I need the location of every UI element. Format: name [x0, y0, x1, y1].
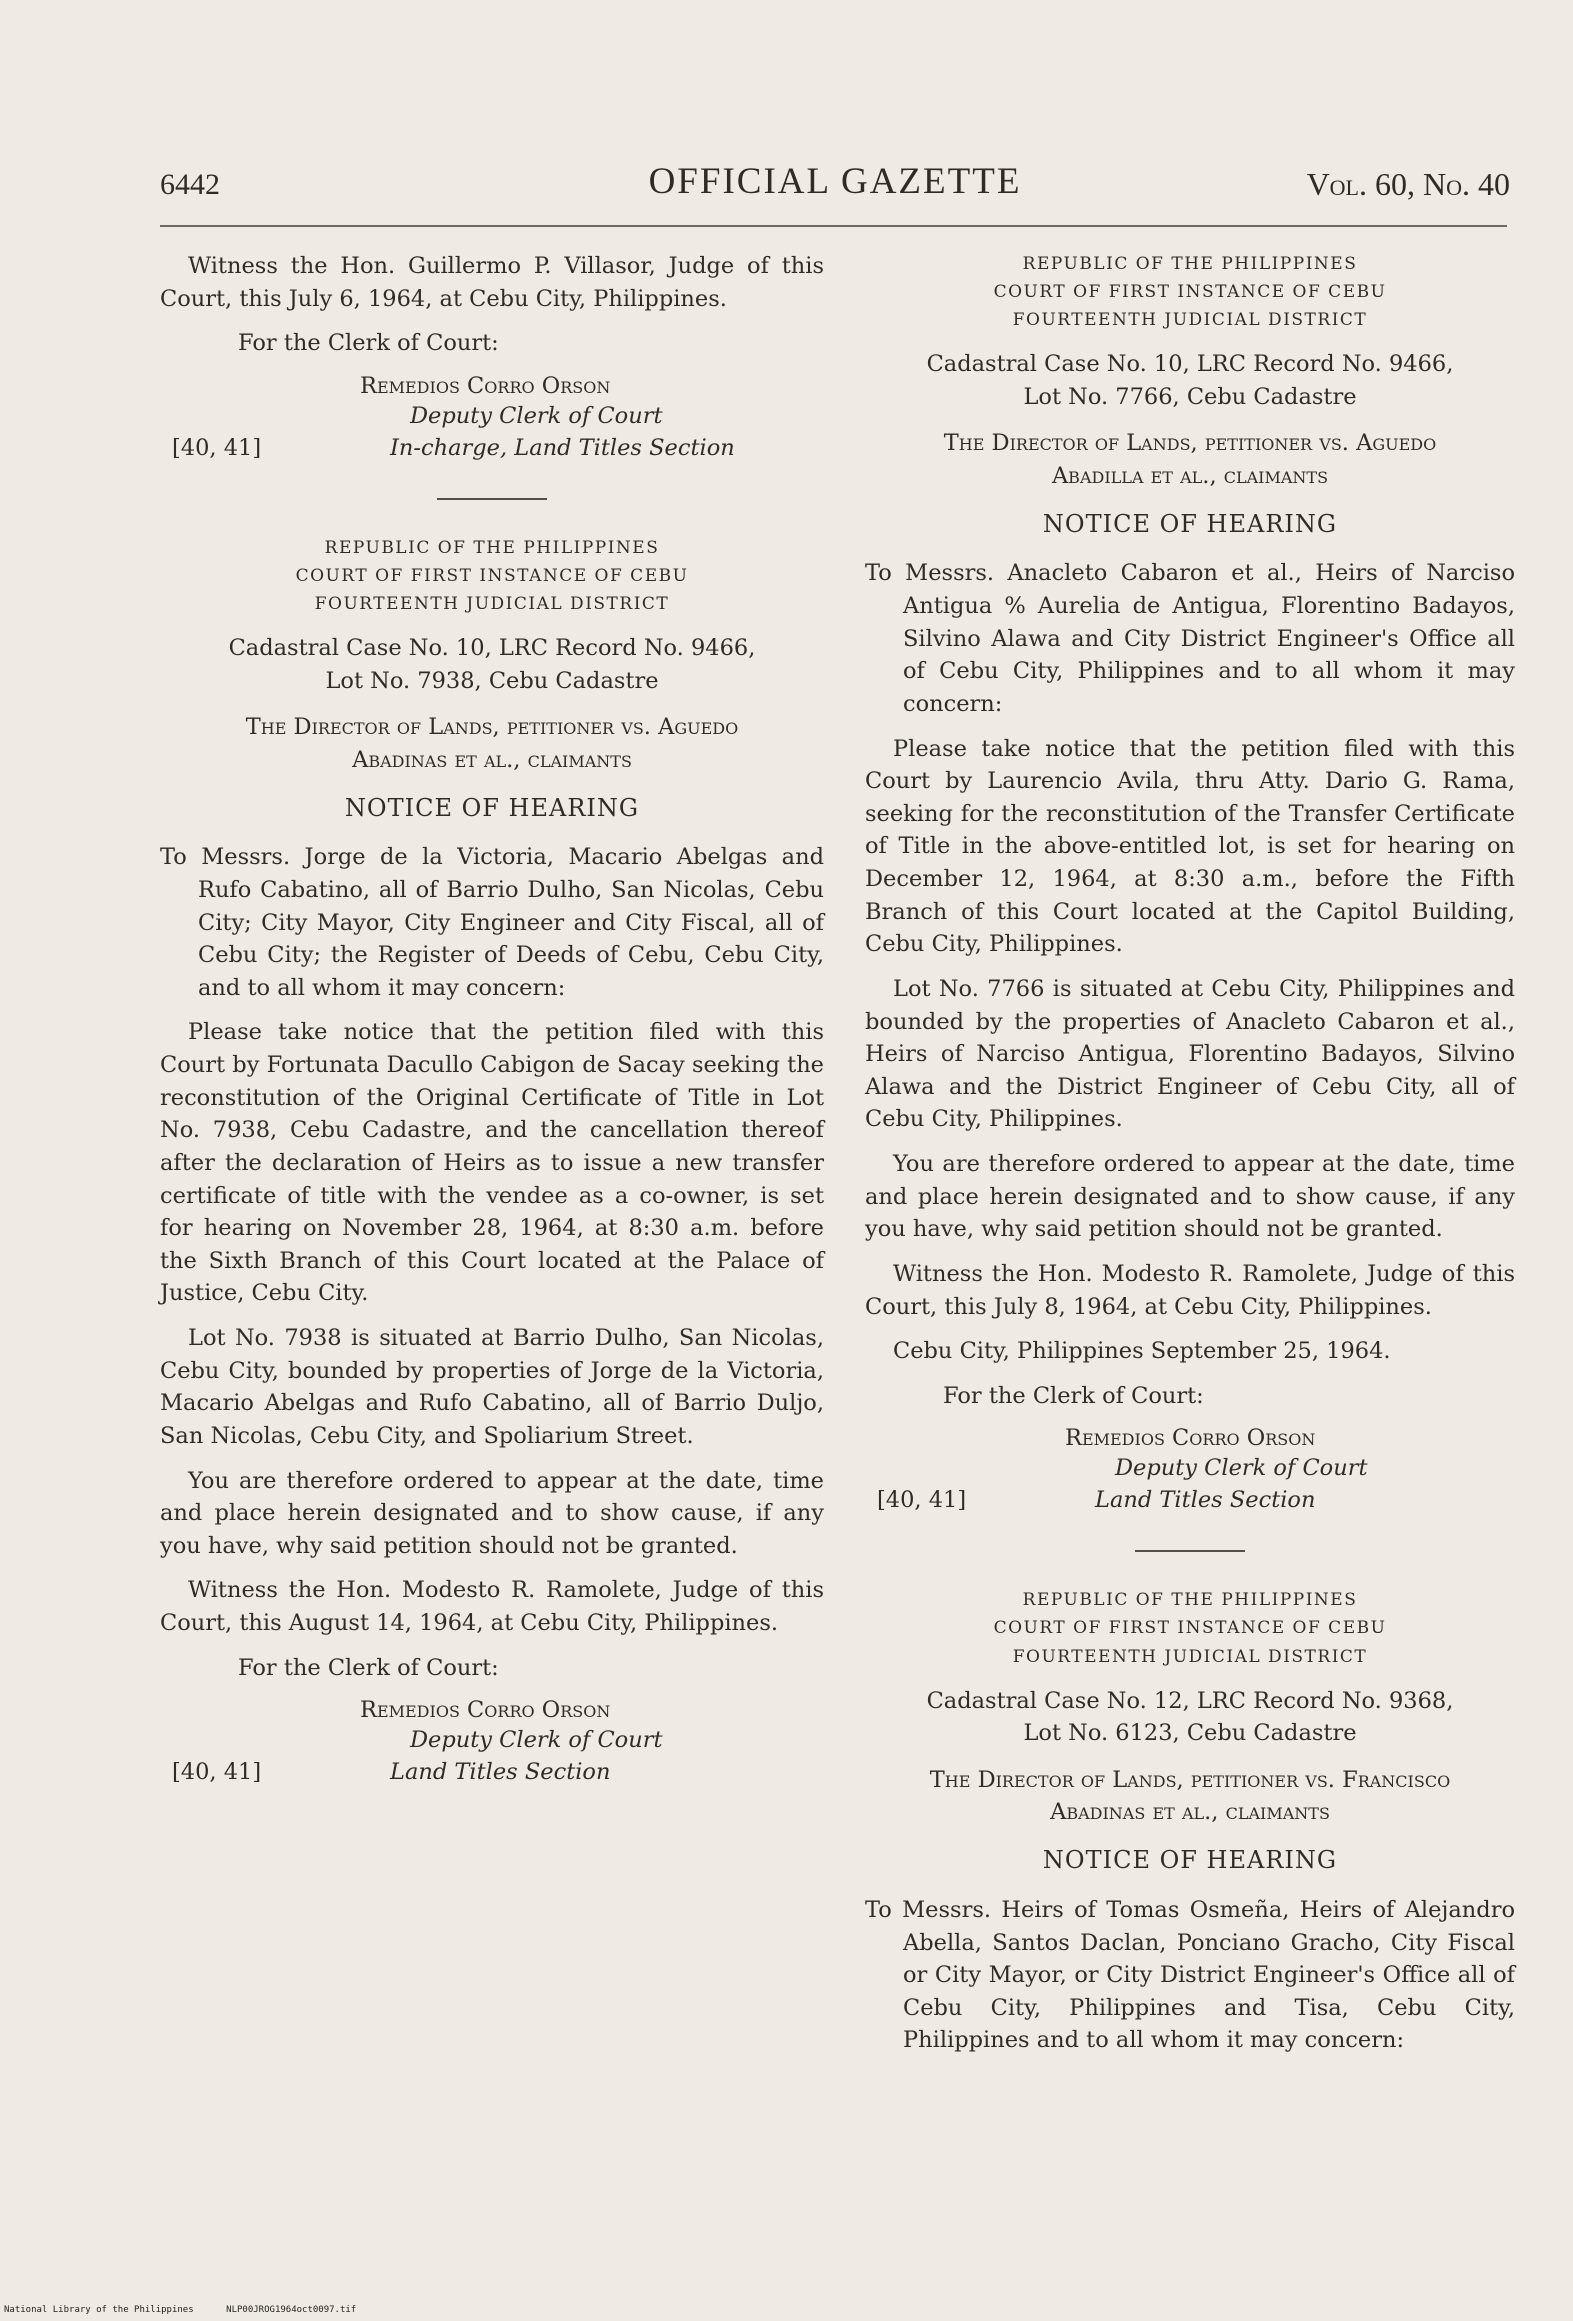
clerk-section: Land Titles Section	[1095, 1487, 1316, 1514]
scan-filename: NLP00JROG1964oct0097.tif	[226, 2305, 357, 2315]
court-line: COURT OF FIRST INSTANCE OF CEBU	[993, 1618, 1387, 1639]
separator-rule	[1135, 1550, 1245, 1552]
signature-block	[160, 1694, 824, 1792]
case-line: Lot No. 6123, Cebu Cadastre	[1023, 1720, 1357, 1747]
signature-block	[160, 370, 824, 468]
case-info	[160, 632, 824, 697]
notice-lot-7766	[865, 250, 1515, 1520]
header-rule	[160, 225, 1507, 227]
case-info	[865, 1685, 1515, 1750]
addressees: To Messrs. Heirs of Tomas Osmeña, Heirs of Alejandro Abella, Santos Daclan, Ponciano Gracho, City Fiscal or City Mayor, or City District Engineer's Office all of Cebu City, Philippines and Tisa, Cebu City, Philippines and to all whom it may concern:	[865, 1896, 1515, 2054]
case-line: Lot No. 7766, Cebu Cadastre	[1023, 383, 1357, 410]
parties-line: Abadinas et al., claimants	[352, 746, 632, 773]
court-header	[865, 1586, 1515, 1670]
parties-line: The Director of Lands, petitioner vs. Francisco	[929, 1766, 1451, 1793]
case-line: Lot No. 7938, Cebu Cadastre	[325, 667, 659, 694]
for-clerk: For the Clerk of Court:	[943, 1382, 1204, 1409]
parties-line: The Director of Lands, petitioner vs. Aguedo	[943, 430, 1437, 457]
notice-paragraph: Witness the Hon. Modesto R. Ramolete, Judge of this Court, this July 8, 1964, at Cebu City, Philippines.	[865, 1260, 1515, 1320]
library-credit: National Library of the Philippines	[4, 2305, 194, 2315]
notice-paragraph: Witness the Hon. Modesto R. Ramolete, Judge of this Court, this August 14, 1964, at Cebu City, Philippines.	[160, 1577, 824, 1637]
scan-footer	[4, 2305, 356, 2315]
parties-line: Abadilla et al., claimants	[1051, 463, 1329, 490]
notice-paragraph: You are therefore ordered to appear at the date, time and place herein designated and to show cause, if any you have, why said petition should not be granted.	[865, 1151, 1515, 1243]
right-column	[865, 250, 1515, 2069]
parties	[865, 427, 1515, 492]
issue-reference: [40, 41]	[172, 1759, 262, 1786]
court-line: COURT OF FIRST INSTANCE OF CEBU	[295, 565, 689, 586]
separator-rule	[437, 498, 547, 500]
page-number: 6442	[160, 168, 220, 201]
case-line: Cadastral Case No. 10, LRC Record No. 9466,	[228, 635, 756, 662]
left-column	[160, 250, 824, 1806]
parties-line: The Director of Lands, petitioner vs. Aguedo	[245, 714, 739, 741]
clerk-title: Deputy Clerk of Court	[410, 402, 663, 429]
notice-date: Cebu City, Philippines September 25, 1964.	[893, 1338, 1391, 1365]
issue-reference: [40, 41]	[877, 1487, 967, 1514]
publication-title: OFFICIAL GAZETTE	[648, 161, 1022, 202]
parties-line: Abadinas et al., claimants	[1050, 1799, 1330, 1826]
court-line: FOURTEENTH JUDICIAL DISTRICT	[1012, 310, 1368, 331]
notice-heading: NOTICE OF HEARING	[1042, 509, 1338, 538]
court-header	[865, 250, 1515, 334]
court-header	[160, 534, 824, 618]
parties	[160, 711, 824, 776]
notice-paragraph: Lot No. 7938 is situated at Barrio Dulho, San Nicolas, Cebu City, bounded by properties of Jorge de la Victoria, Macario Abelgas and Rufo Cabatino, all of Barrio Duljo, San Nicolas, Cebu City, and Spoliarium Street.	[160, 1325, 824, 1449]
for-clerk: For the Clerk of Court:	[238, 1654, 499, 1681]
case-line: Cadastral Case No. 10, LRC Record No. 9466,	[926, 351, 1454, 378]
addressees: To Messrs. Jorge de la Victoria, Macario Abelgas and Rufo Cabatino, all of Barrio Dulho, San Nicolas, Cebu City; City Mayor, City Engineer and City Fiscal, all of Cebu City; the Register of Deeds of Cebu, Cebu City, and to all whom it may concern:	[160, 844, 824, 1001]
parties	[865, 1764, 1515, 1829]
court-line: REPUBLIC OF THE PHILIPPINES	[1022, 254, 1358, 274]
notice-lot-7938	[160, 534, 824, 1792]
clerk-section: Land Titles Section	[390, 1759, 611, 1786]
intro-witness: Witness the Hon. Guillermo P. Villasor, Judge of this Court, this July 6, 1964, at Cebu City, Philippines.	[160, 253, 824, 312]
for-clerk: For the Clerk of Court:	[238, 330, 499, 357]
court-line: REPUBLIC OF THE PHILIPPINES	[324, 537, 660, 558]
clerk-title: Deputy Clerk of Court	[410, 1727, 663, 1754]
signature-block	[865, 1422, 1515, 1520]
page-header	[160, 158, 1510, 218]
volume-number: Vol. 60, No. 40	[1306, 166, 1510, 202]
court-line: REPUBLIC OF THE PHILIPPINES	[1022, 1590, 1358, 1611]
clerk-name: Remedios Corro Orson	[360, 1697, 611, 1724]
case-info	[865, 348, 1515, 413]
notice-paragraph: Lot No. 7766 is situated at Cebu City, Philippines and bounded by the properties of Anacleto Cabaron et al., Heirs of Narciso Antigua, Florentino Badayos, Silvino Alawa and the District Engineer of Cebu City, all of Cebu City, Philippines.	[865, 975, 1515, 1133]
court-line: FOURTEENTH JUDICIAL DISTRICT	[314, 593, 670, 614]
clerk-name: Remedios Corro Orson	[1065, 1425, 1316, 1452]
notice-paragraph: Please take notice that the petition filed with this Court by Laurencio Avila, thru Atty. Dario G. Rama, seeking for the reconstitution of the Transfer Certificate of Title in the above-entitled lot, is set for hearing on December 12, 1964, at 8:30 a.m., before the Fifth Branch of this Court located at the Capitol Building, Cebu City, Philippines.	[865, 735, 1515, 958]
clerk-name: Remedios Corro Orson	[360, 372, 611, 399]
court-line: FOURTEENTH JUDICIAL DISTRICT	[1012, 1646, 1368, 1667]
addressees: To Messrs. Anacleto Cabaron et al., Heirs of Narciso Antigua % Aurelia de Antigua, Florentino Badayos, Silvino Alawa and City District Engineer's Office all of Cebu City, Philippines and to all whom it may concern:	[865, 560, 1515, 717]
case-line: Cadastral Case No. 12, LRC Record No. 9368,	[926, 1687, 1454, 1714]
notice-lot-6123	[865, 1586, 1515, 2057]
notice-heading: NOTICE OF HEARING	[1042, 1846, 1338, 1875]
court-line: COURT OF FIRST INSTANCE OF CEBU	[993, 282, 1387, 303]
notice-paragraph: Please take notice that the petition filed with this Court by Fortunata Dacullo Cabigon de Sacay seeking the reconstitution of the Original Certificate of Title in Lot No. 7938, Cebu Cadastre, and the cancellation thereof after the declaration of Heirs as to issue a new transfer certificate of title with the vendee as a co-owner, is set for hearing on November 28, 1964, at 8:30 a.m. before the Sixth Branch of this Court located at the Palace of Justice, Cebu City.	[160, 1019, 824, 1307]
notice-paragraph: You are therefore ordered to appear at the date, time and place herein designated and to show cause, if any you have, why said petition should not be granted.	[160, 1467, 824, 1559]
notice-heading: NOTICE OF HEARING	[344, 793, 640, 822]
issue-reference: [40, 41]	[172, 434, 262, 461]
clerk-title: Deputy Clerk of Court	[1115, 1455, 1368, 1482]
clerk-section: In-charge, Land Titles Section	[390, 434, 735, 461]
